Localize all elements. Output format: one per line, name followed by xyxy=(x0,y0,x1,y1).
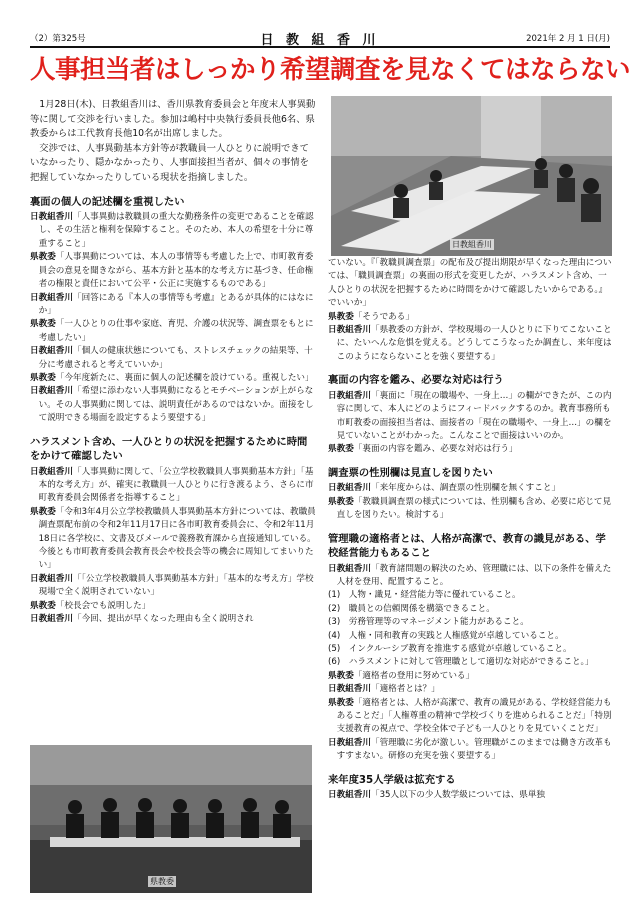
dialogue-line xyxy=(328,482,613,495)
dialogue-line xyxy=(30,600,316,613)
speaker: 日教組香川 xyxy=(30,614,73,625)
dialogue-line xyxy=(30,345,316,372)
statement: 「35人以下の少人数学級については、県単独 xyxy=(370,790,546,801)
statement: 「裏面に「現在の職場や、一身上…」の欄ができたが、この内容に関して、本人にどのようにフィードバックするのか。教育事務所も市町教委の面接担当者は、面接者の「現在の職場や、一身上…」の欄を見ていないことがわかった。こんなことで面接はいいのか。 xyxy=(336,390,612,441)
intro xyxy=(30,98,316,186)
statement: 「管理職に劣化が激しい。管理職がこのままでは働き方改革もすすまない。研修の充実を強く要望する」 xyxy=(336,737,612,762)
left-column xyxy=(30,98,316,626)
statement: 「来年度からは、調査票の性別欄を無くすこと」 xyxy=(370,483,561,494)
section-heading: ハラスメント含め、一人ひとりの状況を把握するために時間をかけて確認したい xyxy=(30,435,308,463)
dialogue-line xyxy=(328,324,613,364)
speaker: 県教委 xyxy=(30,252,56,263)
statement: 「県教委の方針が、学校現場の一人ひとりに下りてこないことに、たいへんな危惧を覚える。どうしてこうなったか調査し、来年度はこのようにならないことを強く要望する」 xyxy=(336,325,612,362)
speaker: 県教委 xyxy=(30,372,56,383)
dialogue-line xyxy=(30,211,316,251)
statement: 「教職員調査票の様式については、性別欄も含め、必要に応じて見直しを図りたい。検討する」 xyxy=(336,496,612,521)
statement: 「適格者とは、人格が高潔で、教育の識見がある、学校経営能力もあることだ」「人権尊重の精神で学校づくりを進められることだ」「特別支援教育の視点で、学校全体で子ども一人ひとりを見ていくことだ」 xyxy=(336,697,612,735)
dialogue-line xyxy=(328,311,613,324)
statement: 「回答にある『本人の事情等も考慮』とあるが具体的にはなにか」 xyxy=(38,292,314,316)
dialogue-line xyxy=(328,683,613,696)
list-item: (3) 労務管理等のマネージメント能力があること。 xyxy=(328,617,529,628)
dialogue-line xyxy=(328,789,613,802)
dialogue-line xyxy=(30,466,316,506)
intro-paragraph-1: 1月28日(木)、日教組香川は、香川県教育委員会と年度末人事異動等に関して交渉を行いました。参加は嶋村中央執行委員長他6名、県教委からは工代教育長他10名が出席しました。 xyxy=(30,99,316,140)
list-item: (1) 人物・識見・経営能力等に優れていること。 xyxy=(328,590,521,601)
statement: 「そうである」 xyxy=(353,311,414,322)
dialogue-line xyxy=(328,737,613,764)
section-heading: 調査票の性別欄は見直しを図りたい xyxy=(328,466,493,479)
speaker: 日教組香川 xyxy=(30,212,73,223)
speaker: 日教組香川 xyxy=(328,737,371,748)
section-heading: 管理職の適格者とは、人格が高潔で、教育の識見がある、学校経営能力もあること xyxy=(328,532,606,559)
statement: 「適格者とは？」 xyxy=(370,684,440,695)
list-item: (2) 職員との信頼関係を構築できること。 xyxy=(328,603,495,614)
photo-nikkyoso-kagawa xyxy=(331,96,612,256)
dialogue-line xyxy=(30,613,316,626)
dialogue-line xyxy=(30,251,316,291)
dialogue-line xyxy=(328,390,613,444)
speaker: 県教委 xyxy=(30,506,56,517)
dialogue-line xyxy=(328,496,613,523)
requirement-list xyxy=(328,589,613,669)
intro-paragraph-2: 交渉では、人事異動基本方針等が教職員一人ひとりに説明できていなかったり、隠かなかったり、人事面接担当者が、個々の事情を把握していなかったりしている現状を指摘しました。 xyxy=(30,142,309,183)
section-heading: 裏面の個人の記述欄を重視したい xyxy=(30,195,185,208)
statement: 「今年度新たに、裏面に個人の記述欄を設けている。重視したい」 xyxy=(55,372,314,383)
dialogue-line xyxy=(30,318,316,345)
statement: 「一人ひとりの仕事や家庭、育児、介護の状況等、調査票をもとに考慮したい」 xyxy=(38,319,314,343)
speaker: 県教委 xyxy=(30,600,56,611)
dialogue-line xyxy=(30,372,316,385)
speaker: 日教組香川 xyxy=(328,483,371,494)
dialogue-line xyxy=(30,573,316,600)
statement: 「令和3年4月公立学校教職員人事異動基本方針については、教職員調査票配布前の令和2年11月17日に各市町教育委員会に、令和2年11月18日に各学校に、文書及びメールで義務教育課から直接通知している。今後とも市町教育委員会教育長会や校長会等の機会に周知してまいりたい」 xyxy=(38,506,316,571)
speaker: 日教組香川 xyxy=(328,325,371,336)
speaker: 日教組香川 xyxy=(30,292,73,303)
speaker: 県教委 xyxy=(30,319,56,330)
section-heading: 裏面の内容を鑑み、必要な対応は行う xyxy=(328,374,504,387)
statement: 「適格者の登用に努めている」 xyxy=(353,670,475,681)
statement: 「個人の健康状態についても、ストレスチェックの結果等、十分に考慮されると考えていいか」 xyxy=(38,346,313,370)
dialogue-line xyxy=(30,292,316,319)
statement: 「校長会でも説明した」 xyxy=(55,600,151,611)
issue-number: （2）第325号 xyxy=(30,34,86,44)
list-item: (4) 人権・同和教育の実践と人権感覚が卓越していること。 xyxy=(328,630,564,641)
speaker: 日教組香川 xyxy=(30,346,73,357)
statement: 「教育諸問題の解決のため、管理職には、以下の条件を備えた人材を登用、配置すること。 xyxy=(336,563,612,587)
statement: 「今回、提出が早くなった理由も全く説明され xyxy=(72,614,254,625)
photo-caption-bottom: 県教委 xyxy=(150,877,174,886)
speaker: 日教組香川 xyxy=(328,563,371,574)
dialogue-line xyxy=(30,385,316,425)
list-item: (5) インクルーシブ教育を推進する感覚が卓越していること。 xyxy=(328,643,572,654)
issue-date: 2021年 2 月 1 日(月) xyxy=(526,34,610,44)
right-column xyxy=(328,257,613,803)
speaker: 県教委 xyxy=(328,496,354,507)
statement: 「人事異動に関して、「公立学校教職員人事異動基本方針」「基本的な考え方」が、確実に教職員一人ひとりに行き渡るよう、さらに市町教育委員会関係者を指導すること」 xyxy=(38,466,314,504)
continued-text: ていない。『「教職員調査票」の配布及び提出期限が早くなった理由については、「職員調査票」の裏面の形式を変更したが、ハラスメント含め、一人ひとりの状況を把握するために時間をかけて確認したいからである。』でいいか」 xyxy=(328,258,612,309)
newspaper-name: 日 教 組 香 川 xyxy=(260,33,380,48)
photo-kenkyoi xyxy=(30,745,312,893)
speaker: 日教組香川 xyxy=(30,466,73,477)
dialogue-line xyxy=(328,670,613,683)
speaker: 日教組香川 xyxy=(30,386,73,397)
speaker: 日教組香川 xyxy=(30,573,73,584)
speaker: 日教組香川 xyxy=(328,684,371,695)
speaker: 県教委 xyxy=(328,311,354,322)
list-item: (6) ハラスメントに対して管理職として適切な対応ができること。」 xyxy=(328,657,594,668)
dialogue-line xyxy=(328,697,613,737)
dialogue-line xyxy=(328,443,613,456)
speaker: 県教委 xyxy=(328,697,354,708)
headline: 人事担当者はしっかり希望調査を見なくてはならない xyxy=(30,55,631,85)
statement: 「人事異動については、本人の事情等も考慮した上で、市町教育委員会の意見を聞きながら、基本方針と基本的な考え方に基づき、任命権者の権限と責任において公平・公正に実施するものである」 xyxy=(38,252,314,290)
statement: 「「公立学校教職員人事異動基本方針」「基本的な考え方」学校現場で全く説明されていない」 xyxy=(38,573,314,598)
speaker: 日教組香川 xyxy=(328,790,371,801)
statement: 「裏面の内容を鑑み、必要な対応は行う」 xyxy=(353,444,518,455)
speaker: 県教委 xyxy=(328,444,354,455)
statement: 「希望に添わない人事異動になるとモチベーションが上がらない。その人事異動に関しては、説明責任があるのではないか。面接をして説明できる場面を設定するよう要望する」 xyxy=(38,386,314,424)
photo-caption-top: 日教組香川 xyxy=(452,240,492,249)
speaker: 日教組香川 xyxy=(328,390,371,401)
meeting-photo-illustration xyxy=(30,745,312,893)
dialogue-line xyxy=(30,506,316,573)
meeting-photo-illustration xyxy=(331,96,612,256)
speaker: 県教委 xyxy=(328,670,354,681)
section-heading: 来年度35人学級は拡充する xyxy=(328,773,456,786)
page-header xyxy=(30,30,610,48)
statement: 「人事異動は教職員の重大な勤務条件の変更であることを確認し、その生活と権利を保障すること。そのため、本人の希望を十分に尊重すること」 xyxy=(38,212,314,249)
dialogue-line xyxy=(328,563,613,590)
